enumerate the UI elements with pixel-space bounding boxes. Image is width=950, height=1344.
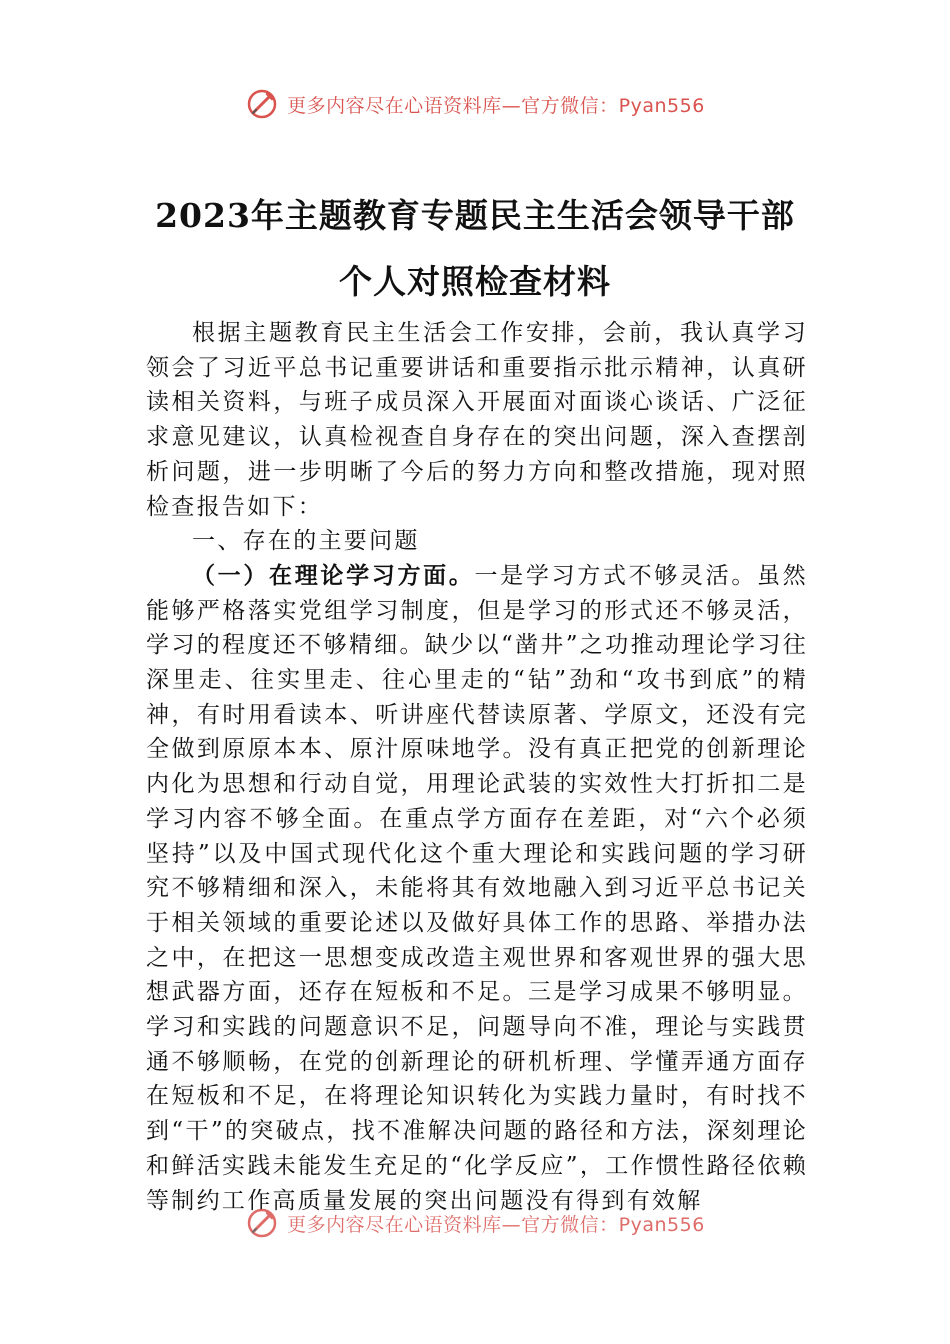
watermark-text: 更多内容尽在心语资料库—官方微信：Pyan556 <box>287 94 705 117</box>
intro-paragraph: 根据主题教育民主生活会工作安排，会前，我认真学习领会了习近平总书记重要讲话和重要指示批示精神，认真研读相关资料，与班子成员深入开展面对面谈心谈话、广泛征求意见建议，认真检视查自身存在的突出问题，深入查摆剖析问题，进一步明晰了今后的努力方向和整改措施，现对照检查报告如下： <box>146 320 808 520</box>
section-heading: 一、存在的主要问题 <box>192 528 420 555</box>
watermark-header <box>0 84 950 124</box>
subsection-heading: （一）在理论学习方面。 <box>192 561 475 589</box>
pen-logo-icon <box>245 87 279 121</box>
watermark-text: 更多内容尽在心语资料库—官方微信：Pyan556 <box>287 1213 705 1236</box>
document-body <box>146 316 808 1218</box>
theory-study-paragraph <box>146 559 808 1218</box>
document-title-line2: 个人对照检查材料 <box>339 262 611 301</box>
subsection-body: 一是学习方式不够灵活。虽然能够严格落实党组学习制度，但是学习的形式还不够灵活，学习的程度还不够精细。缺少以“凿井”之功推动理论学习往深里走、往实里走、往心里走的“钻”劲和“攻书到底”的精神，有时用看读本、听讲座代替读原著、学原文，还没有完全做到原原本本、原汁原味地学。没有真正把党的创新理论内化为思想和行动自觉，用理论武装的实效性大打折扣二是学习内容不够全面。在重点学方面存在差距，对“六个必须坚持”以及中国式现代化这个重大理论和实践问题的学习研究不够精细和深入，未能将其有效地融入到习近平总书记关于相关领域的重要论述以及做好具体工作的思路、举措办法之中，在把这一思想变成改造主观世界和客观世界的强大思想武器方面，还存在短板和不足。三是学习成果不够明显。学习和实践的问题意识不足，问题导向不准，理论与实践贯通不够顺畅，在党的创新理论的研机析理、学懂弄通方面存在短板和不足，在将理论知识转化为实践力量时，有时找不到“干”的突破点，找不准解决问题的路径和方法，深刻理论和鲜活实践未能发生充足的“化学反应”，工作惯性路径依赖等制约工作高质量发展的突出问题没有得到有效解 <box>146 562 808 1214</box>
pen-logo-icon <box>245 1206 279 1240</box>
watermark-footer <box>0 1203 950 1243</box>
document-title-line1: 2023年主题教育专题民主生活会领导干部 <box>155 196 795 235</box>
